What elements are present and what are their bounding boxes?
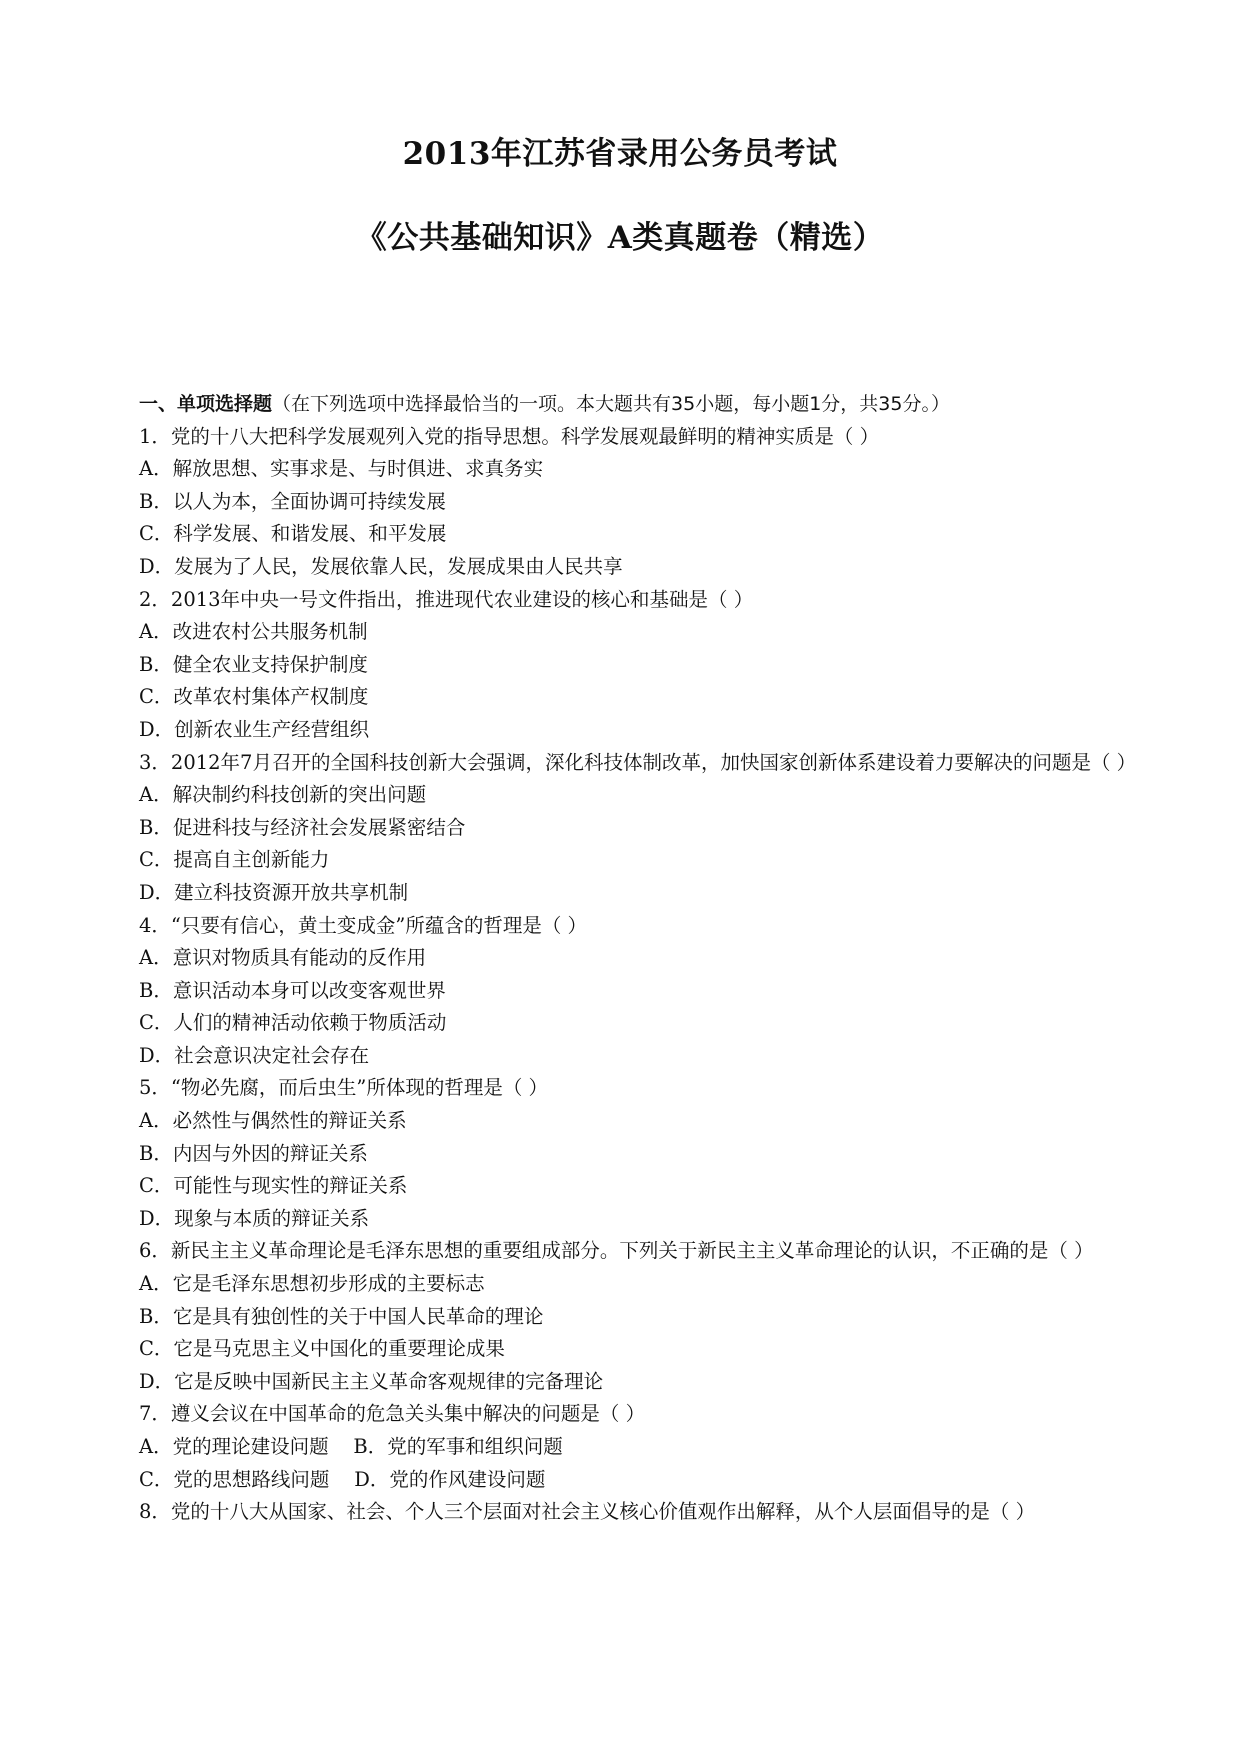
question-option: C．提高自主创新能力 [139,848,330,872]
section-heading [96,388,1151,421]
question-option: C．党的思想路线问题 D．党的作风建设问题 [139,1467,546,1491]
question-stem: 2．2013年中央一号文件指出，推进现代农业建设的核心和基础是（ ） [139,587,754,611]
question-option: A．必然性与偶然性的辩证关系 [139,1109,407,1133]
document-title-line-2: 《公共基础知识》A类真题卷（精选） [355,220,885,256]
question-option: D．发展为了人民，发展依靠人民，发展成果由人民共享 [139,554,623,578]
question-option: B．以人为本，全面协调可持续发展 [139,489,446,513]
question-stem: 1．党的十八大把科学发展观列入党的指导思想。科学发展观最鲜明的精神实质是（ ） [139,424,880,448]
section-title: 一、单项选择题 [139,393,273,415]
question-option: D．社会意识决定社会存在 [139,1043,370,1067]
question-option: A．党的理论建设问题 B．党的军事和组织问题 [139,1435,563,1458]
question-stem: 3．2012年7月召开的全国科技创新大会强调，深化科技体制改革，加快国家创新体系建设着力要解决的问题是（ ） [139,750,1137,774]
section-note: （在下列选项中选择最恰当的一项。本大题共有35小题，每小题1分，共35分。） [272,393,950,415]
question-stem: 6．新民主主义革命理论是毛泽东思想的重要组成部分。下列关于新民主主义革命理论的认识，不正确的是（ ） [139,1239,1094,1263]
question-option: C．科学发展、和谐发展、和平发展 [139,522,447,546]
question-option: D．创新农业生产经营组织 [139,717,370,741]
question-stem: 7．遵义会议在中国革命的危急关头集中解决的问题是（ ） [139,1402,646,1426]
question-option: C．它是马克思主义中国化的重要理论成果 [139,1337,505,1361]
question-option: A．它是毛泽东思想初步形成的主要标志 [139,1272,485,1296]
question-option: D．建立科技资源开放共享机制 [139,880,409,904]
question-stem: 5．“物必先腐，而后虫生”所体现的哲理是（ ） [139,1076,549,1100]
question-stem: 4．“只要有信心，黄土变成金”所蕴含的哲理是（ ） [139,913,588,937]
question-option: C．改革农村集体产权制度 [139,685,369,709]
question-option: B．健全农业支持保护制度 [139,652,368,676]
question-option: B．促进科技与经济社会发展紧密结合 [139,815,466,839]
question-option: B．意识活动本身可以改变客观世界 [139,978,446,1002]
question-option: D．现象与本质的辩证关系 [139,1206,370,1230]
question-option: A．意识对物质具有能动的反作用 [139,946,427,970]
question-option: B．它是具有独创性的关于中国人民革命的理论 [139,1304,544,1328]
question-option: C．人们的精神活动依赖于物质活动 [139,1011,447,1035]
question-option: B．内因与外因的辩证关系 [139,1141,368,1165]
question-stem: 8．党的十八大从国家、社会、个人三个层面对社会主义核心价值观作出解释，从个人层面倡导的是（ ） [139,1500,1036,1524]
question-option: A．改进农村公共服务机制 [139,620,368,644]
document-title-line-1: 2013年江苏省录用公务员考试 [402,136,838,172]
question-option: A．解决制约科技创新的突出问题 [139,783,427,807]
question-option: C．可能性与现实性的辩证关系 [139,1174,408,1198]
question-option: D．它是反映中国新民主主义革命客观规律的完备理论 [139,1369,604,1393]
document-body [96,388,1151,1529]
question-option: A．解放思想、实事求是、与时俱进、求真务实 [139,457,544,481]
